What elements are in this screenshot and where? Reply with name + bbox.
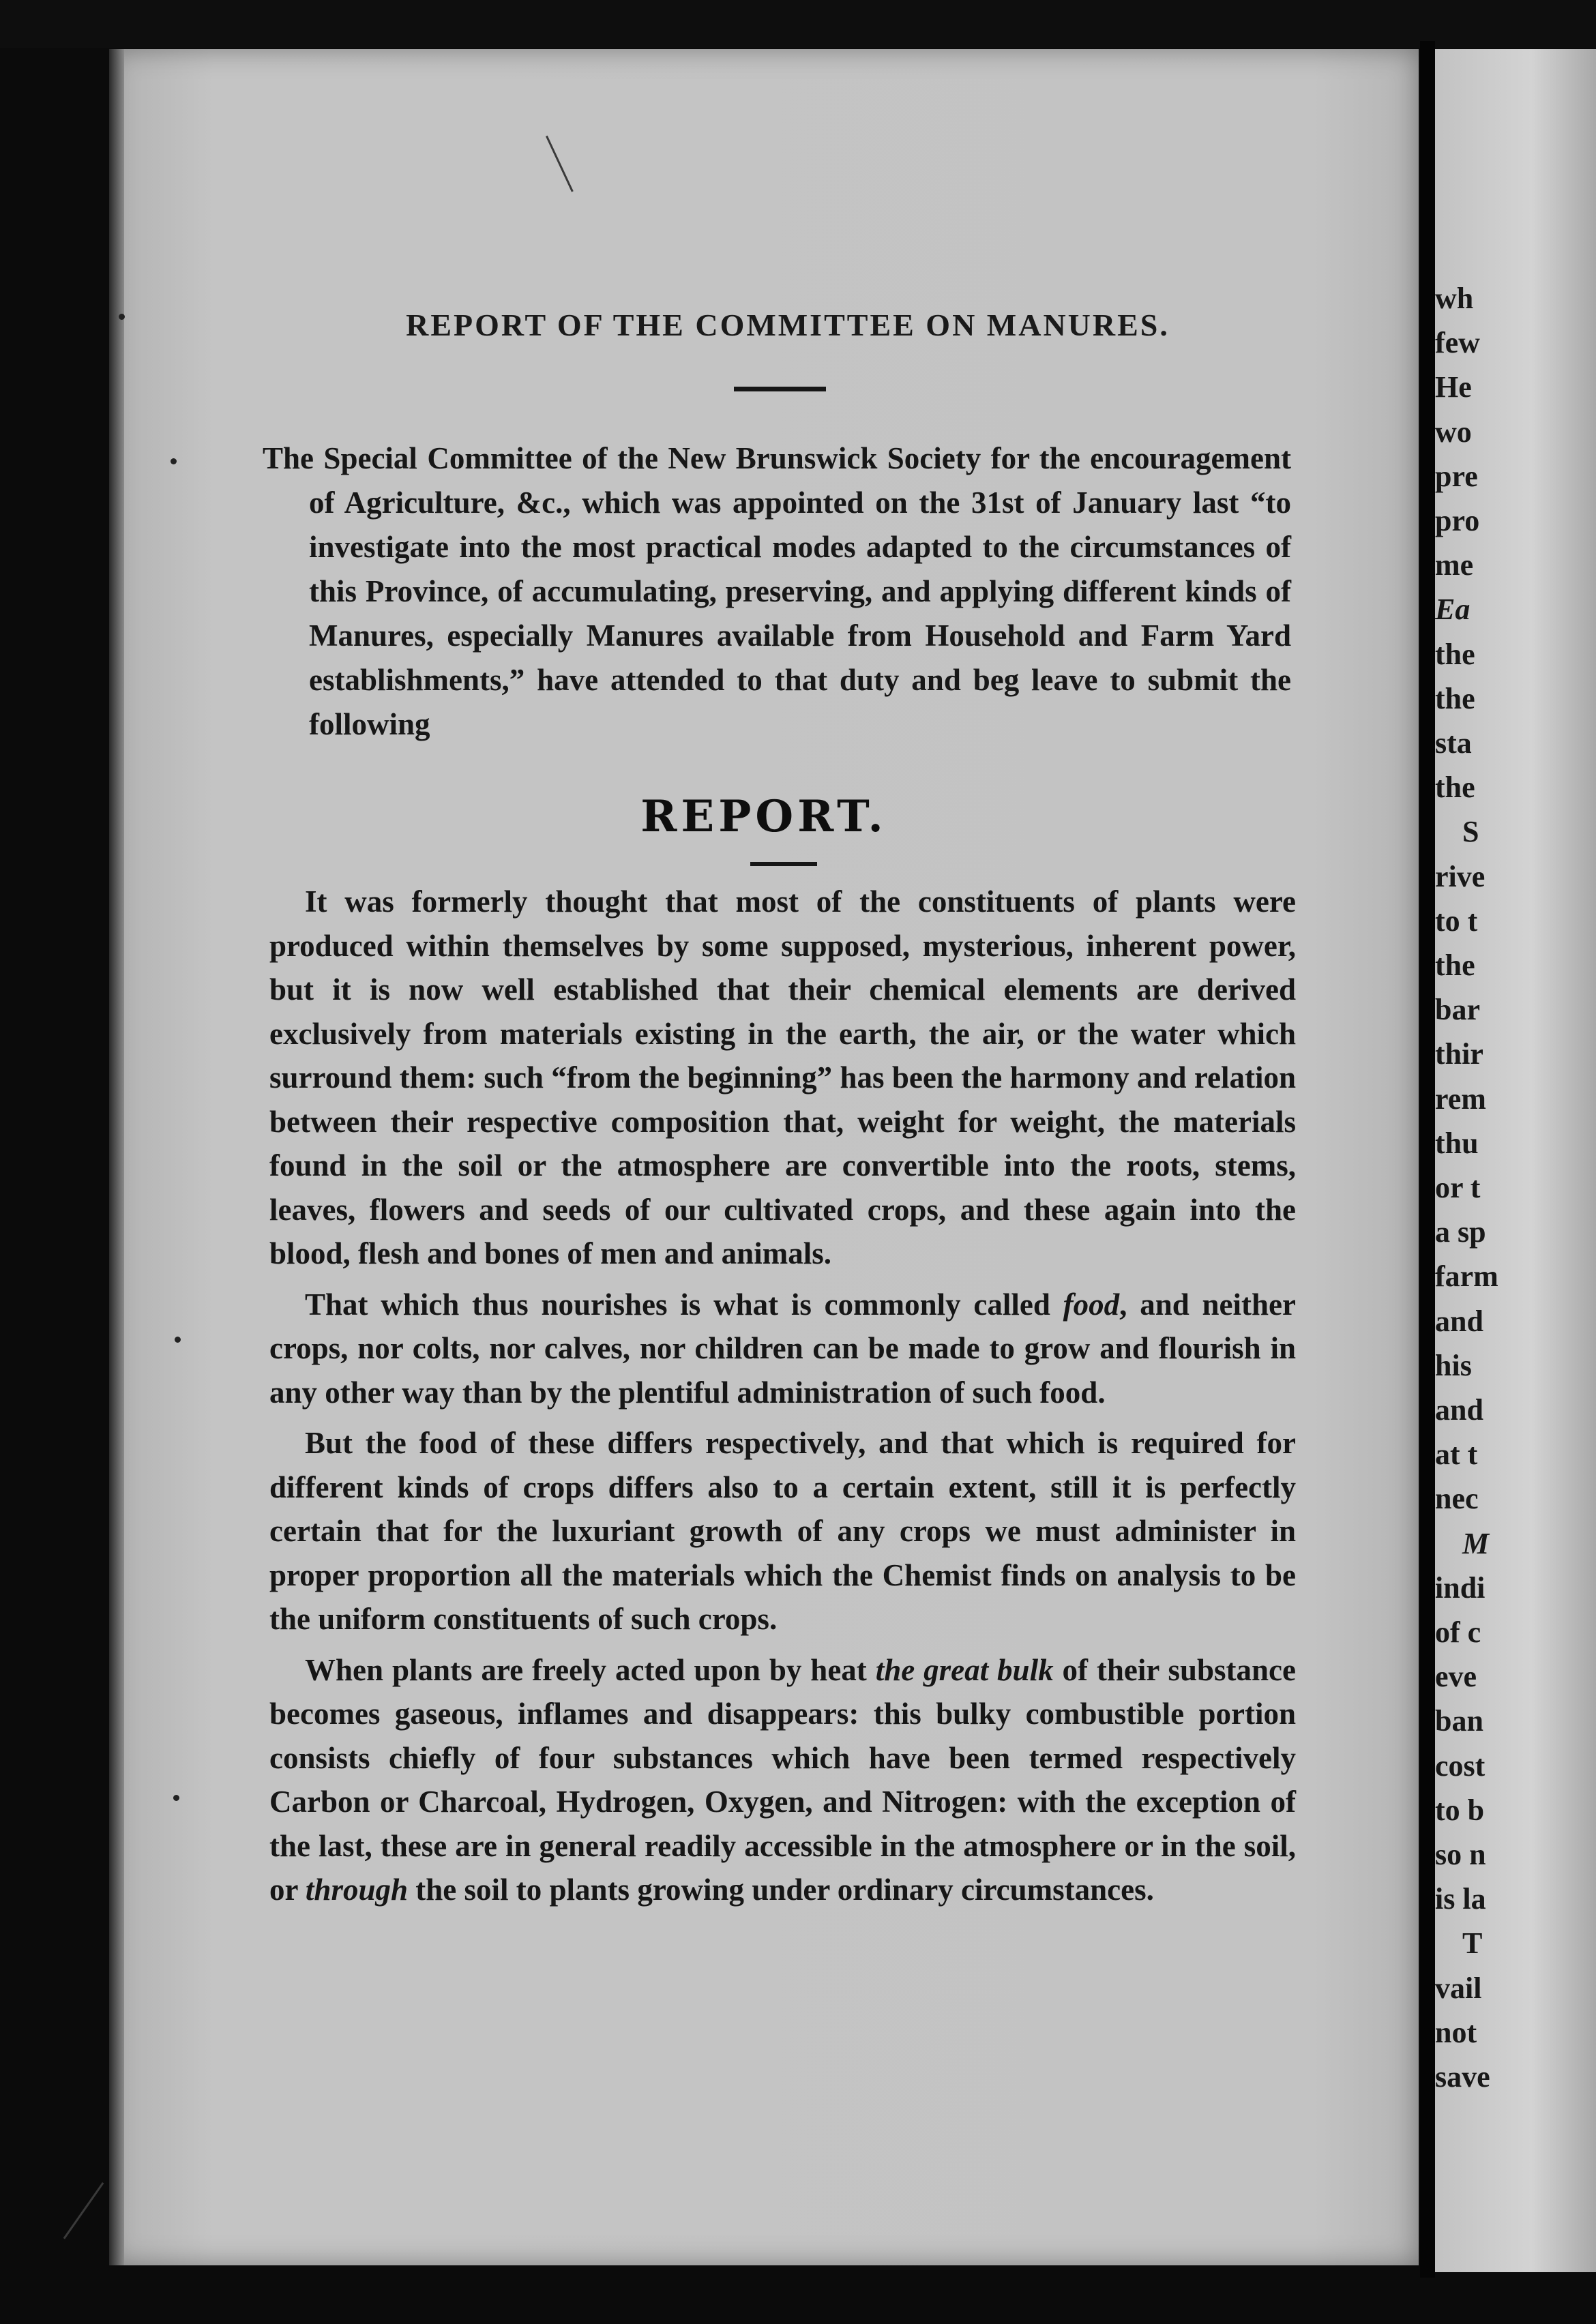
body-paragraph-1: It was formerly thought that most of the constituents of plants were produced within themselves by some supposed, mysterious, inherent power, but it is now well established that their chemical elements are derived exclusively from materials existing in the earth, the air, or the water which surround them: such “from the beginning” has been the harmony and relation between their respective composition that, weight for weight, the materials found in the soil or the atmosphere are convertible into the roots, stems, leaves, flowers and seeds of our cultivated crops, and these again into the blood, flesh and bones of men and animals. xyxy=(269,884,1296,1270)
facing-page-fragment: farm xyxy=(1435,1260,1498,1294)
facing-page-fragment: pre xyxy=(1435,459,1478,493)
facing-page-fragment: pro xyxy=(1435,504,1480,537)
facing-page-fragment: sta xyxy=(1435,726,1472,760)
facing-page-fragment: the xyxy=(1435,681,1475,715)
p4-middle: of their substance becomes gaseous, inflames and disappears: this bulky combustible portion consists chiefly of four substances which have been termed respectively Carbon or Charcoal, Hydrogen, Oxygen, and Nitrogen: with the exception of the last, these are in general readily accessible in the atmosphere or in the soil, or xyxy=(269,1652,1297,1907)
report-title: REPORT OF THE COMMITTEE ON MANURES. xyxy=(406,308,1170,342)
facing-page-fragment: bar xyxy=(1435,993,1480,1027)
page-gutter xyxy=(1420,41,1435,2284)
report-heading: REPORT. xyxy=(640,791,887,842)
p4-emphasis-1: the great bulk xyxy=(875,1652,1054,1687)
facing-page-fragment: and xyxy=(1435,1304,1483,1338)
facing-page-fragment: to t xyxy=(1435,904,1478,938)
intro-text: The Special Committee of the New Brunswick Society for the encouragement of Agriculture, &c., which was appointed on the 31st of January last “to investigate into the most practical modes adapted to the circumstances of this Province, of accumulating, preserving, and applying different kinds of Manures, especially Manures available from Household and Farm Yard establishments,” have attended to that duty and beg leave to submit the following xyxy=(263,441,1291,741)
facing-page-fragment: nec xyxy=(1435,1482,1479,1516)
facing-page-fragment: thu xyxy=(1435,1126,1479,1160)
body-paragraph-3: But the food of these differs respectively, and that which is required for different kinds of crops differs also to a certain extent, still it is perfectly certain that for the luxuriant growth of any crops we must administer in proper proportion all the materials which the Chemist finds on analysis to be the uniform constituents of such crops. xyxy=(269,1426,1296,1636)
intro-paragraph xyxy=(263,436,1291,747)
facing-page-fragment: the xyxy=(1435,637,1475,671)
pen-stroke xyxy=(63,2182,104,2239)
facing-page-fragment: indi xyxy=(1435,1570,1486,1605)
facing-page-fragment: M xyxy=(1462,1526,1490,1560)
p4-emphasis-2: through xyxy=(305,1873,409,1907)
facing-page-fragment: rive xyxy=(1435,859,1486,893)
facing-page-fragment: or t xyxy=(1435,1171,1481,1204)
scan-surround-bottom xyxy=(0,2278,1596,2324)
facing-page-fragment: S xyxy=(1462,815,1479,849)
facing-page-fragment: eve xyxy=(1435,1660,1477,1694)
facing-page-fragment: He xyxy=(1435,370,1472,404)
facing-page-fragment: his xyxy=(1435,1348,1472,1382)
p4-after: the soil to plants growing under ordinary circumstances. xyxy=(408,1873,1154,1907)
facing-page-fragment: rem xyxy=(1435,1082,1486,1116)
facing-page-fragment: cost xyxy=(1435,1748,1486,1783)
facing-page-fragment: Ea xyxy=(1435,593,1471,627)
heading-rule xyxy=(750,862,817,866)
scan-surround-top xyxy=(0,0,1596,48)
facing-page-fragment: ban xyxy=(1435,1704,1483,1738)
facing-page-fragment: wh xyxy=(1435,282,1474,315)
margin-speck xyxy=(171,458,177,464)
margin-speck xyxy=(175,1337,181,1343)
facing-page-fragment: few xyxy=(1435,326,1480,360)
facing-page-fragment: wo xyxy=(1435,415,1472,449)
facing-page-fragment: a sp xyxy=(1435,1215,1486,1249)
margin-speck xyxy=(173,1795,179,1801)
facing-page-fragment: is la xyxy=(1435,1882,1486,1916)
facing-page-fragment: vail xyxy=(1435,1971,1482,2005)
margin-speck xyxy=(119,314,125,320)
facing-page-fragment: so n xyxy=(1435,1838,1486,1871)
facing-page-fragment: at t xyxy=(1435,1437,1478,1472)
p2-emphasis: food xyxy=(1063,1287,1120,1322)
facing-page-fragment: T xyxy=(1462,1926,1483,1961)
report-body xyxy=(269,880,1296,1919)
facing-page-fragment: save xyxy=(1435,2060,1490,2094)
body-paragraph-2 xyxy=(269,1283,1296,1415)
p4-before: When plants are freely acted upon by heat xyxy=(305,1652,876,1687)
facing-page-fragment: thir xyxy=(1435,1037,1483,1071)
facing-page-fragment: and xyxy=(1435,1393,1483,1427)
page-binding-edge xyxy=(109,49,124,2265)
facing-page-fragment: the xyxy=(1435,771,1475,805)
facing-page-strip xyxy=(1435,49,1596,2272)
p2-after: , and neither crops, nor colts, nor calves, nor children can be made to grow and flourish in any other way than by the plentiful administration of such food. xyxy=(269,1287,1296,1410)
facing-page-fragment: to b xyxy=(1435,1793,1485,1827)
body-paragraph-4 xyxy=(269,1648,1296,1912)
p2-before: That which thus nourishes is what is commonly called xyxy=(305,1287,1063,1322)
title-rule xyxy=(734,387,826,391)
facing-page-fragment: of c xyxy=(1435,1615,1481,1649)
facing-page-fragment: not xyxy=(1435,2015,1477,2049)
facing-page-fragment: the xyxy=(1435,949,1475,982)
facing-page-fragment: me xyxy=(1435,548,1474,582)
